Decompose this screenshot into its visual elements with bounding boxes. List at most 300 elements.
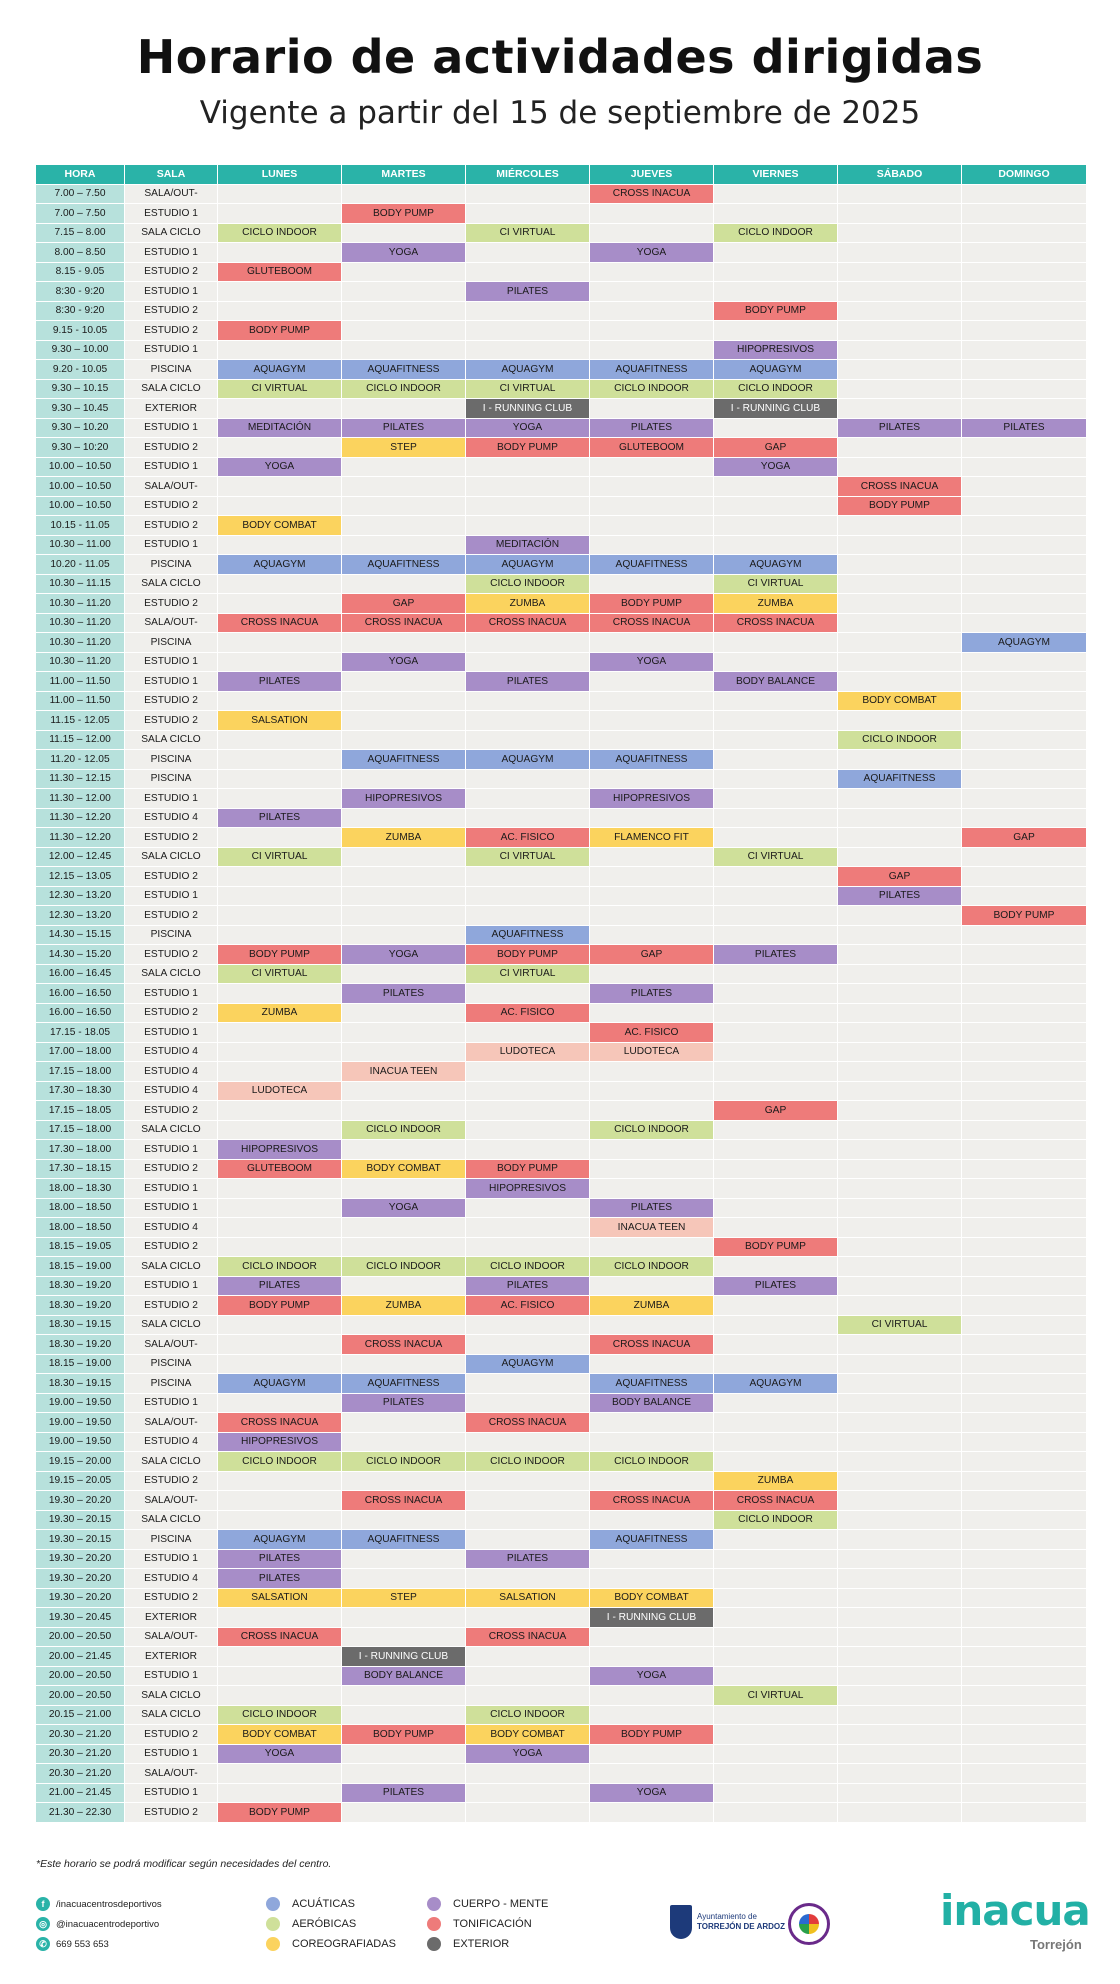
activity-cell: CROSS INACUA: [838, 477, 962, 496]
empty-cell: [838, 1374, 962, 1393]
empty-cell: [838, 1355, 962, 1374]
empty-cell: [838, 594, 962, 613]
empty-cell: [466, 302, 590, 321]
room-cell: SALA CICLO: [125, 1121, 218, 1140]
empty-cell: [342, 477, 466, 496]
room-cell: ESTUDIO 2: [125, 828, 218, 847]
activity-cell: AQUAFITNESS: [590, 750, 714, 769]
empty-cell: [838, 185, 962, 204]
activity-cell: PILATES: [218, 672, 342, 691]
empty-cell: [962, 594, 1086, 613]
activity-cell: BODY PUMP: [962, 906, 1086, 925]
empty-cell: [218, 536, 342, 555]
empty-cell: [466, 984, 590, 1003]
room-cell: ESTUDIO 1: [125, 536, 218, 555]
activity-cell: HIPOPRESIVOS: [590, 789, 714, 808]
activity-cell: BODY PUMP: [714, 1238, 838, 1257]
activity-cell: CICLO INDOOR: [590, 1121, 714, 1140]
activity-cell: AQUAGYM: [218, 1374, 342, 1393]
activity-cell: STEP: [342, 438, 466, 457]
activity-cell: LUDOTECA: [590, 1043, 714, 1062]
activity-cell: AQUAGYM: [466, 555, 590, 574]
table-row: [36, 1023, 1088, 1043]
empty-cell: [466, 789, 590, 808]
empty-cell: [838, 614, 962, 633]
empty-cell: [590, 1004, 714, 1023]
time-cell: 14.30 – 15.15: [36, 926, 125, 945]
room-cell: ESTUDIO 2: [125, 1589, 218, 1608]
activity-cell: GAP: [590, 945, 714, 964]
table-row: [36, 984, 1088, 1004]
empty-cell: [714, 1628, 838, 1647]
empty-cell: [962, 692, 1086, 711]
empty-cell: [466, 1374, 590, 1393]
empty-cell: [962, 1608, 1086, 1627]
empty-cell: [838, 633, 962, 652]
table-row: [36, 672, 1088, 692]
legend-aerobicas: [266, 1917, 356, 1931]
time-cell: 19.30 – 20.20: [36, 1569, 125, 1588]
empty-cell: [342, 341, 466, 360]
empty-cell: [590, 477, 714, 496]
activity-cell: BODY COMBAT: [342, 1160, 466, 1179]
table-row: [36, 1745, 1088, 1765]
time-cell: 20.00 – 20.50: [36, 1628, 125, 1647]
empty-cell: [838, 1725, 962, 1744]
activity-cell: GLUTEBOOM: [218, 263, 342, 282]
empty-cell: [714, 828, 838, 847]
room-cell: ESTUDIO 1: [125, 243, 218, 262]
activity-cell: BODY PUMP: [218, 1296, 342, 1315]
table-row: [36, 1647, 1088, 1667]
instagram-contact[interactable]: [36, 1917, 159, 1931]
empty-cell: [962, 1140, 1086, 1159]
activity-cell: PILATES: [714, 945, 838, 964]
empty-cell: [714, 1530, 838, 1549]
legend-dot-cuerpo-mente: [427, 1897, 441, 1911]
table-row: [36, 1160, 1088, 1180]
empty-cell: [962, 1803, 1086, 1822]
empty-cell: [714, 867, 838, 886]
empty-cell: [714, 185, 838, 204]
empty-cell: [962, 1647, 1086, 1666]
empty-cell: [342, 633, 466, 652]
empty-cell: [962, 224, 1086, 243]
activity-cell: CROSS INACUA: [590, 1335, 714, 1354]
empty-cell: [466, 1784, 590, 1803]
empty-cell: [342, 185, 466, 204]
empty-cell: [342, 263, 466, 282]
activity-cell: CROSS INACUA: [342, 614, 466, 633]
table-row: [36, 243, 1088, 263]
activity-cell: CROSS INACUA: [466, 614, 590, 633]
time-cell: 11.15 – 12.00: [36, 731, 125, 750]
empty-cell: [590, 906, 714, 925]
empty-cell: [590, 536, 714, 555]
room-cell: SALA CICLO: [125, 380, 218, 399]
empty-cell: [962, 477, 1086, 496]
room-cell: SALA/OUT-: [125, 1413, 218, 1432]
empty-cell: [342, 1608, 466, 1627]
time-cell: 10.30 – 11.20: [36, 633, 125, 652]
empty-cell: [838, 1569, 962, 1588]
empty-cell: [838, 555, 962, 574]
empty-cell: [838, 1121, 962, 1140]
empty-cell: [218, 633, 342, 652]
room-cell: ESTUDIO 1: [125, 653, 218, 672]
phone-contact[interactable]: [36, 1937, 109, 1951]
empty-cell: [342, 321, 466, 340]
empty-cell: [218, 926, 342, 945]
empty-cell: [590, 809, 714, 828]
empty-cell: [342, 1413, 466, 1432]
empty-cell: [590, 321, 714, 340]
empty-cell: [590, 1082, 714, 1101]
activity-cell: YOGA: [342, 243, 466, 262]
room-cell: ESTUDIO 2: [125, 594, 218, 613]
room-cell: SALA CICLO: [125, 731, 218, 750]
empty-cell: [962, 516, 1086, 535]
table-row: [36, 1062, 1088, 1082]
room-cell: SALA CICLO: [125, 1686, 218, 1705]
empty-cell: [838, 360, 962, 379]
empty-cell: [838, 458, 962, 477]
room-cell: PISCINA: [125, 360, 218, 379]
empty-cell: [714, 1569, 838, 1588]
table-row: [36, 1784, 1088, 1804]
activity-cell: SALSATION: [218, 1589, 342, 1608]
activity-cell: INACUA TEEN: [342, 1062, 466, 1081]
empty-cell: [714, 692, 838, 711]
empty-cell: [218, 399, 342, 418]
empty-cell: [838, 672, 962, 691]
empty-cell: [590, 399, 714, 418]
room-cell: ESTUDIO 2: [125, 1101, 218, 1120]
empty-cell: [714, 1199, 838, 1218]
table-row: [36, 1121, 1088, 1141]
empty-cell: [342, 1043, 466, 1062]
activity-cell: AQUAFITNESS: [342, 555, 466, 574]
time-cell: 10.30 – 11.20: [36, 614, 125, 633]
activity-cell: CICLO INDOOR: [590, 1257, 714, 1276]
empty-cell: [590, 1569, 714, 1588]
empty-cell: [838, 750, 962, 769]
empty-cell: [342, 575, 466, 594]
empty-cell: [590, 1355, 714, 1374]
activity-cell: BODY COMBAT: [838, 692, 962, 711]
empty-cell: [838, 789, 962, 808]
activity-cell: YOGA: [466, 419, 590, 438]
room-cell: ESTUDIO 2: [125, 1725, 218, 1744]
room-cell: ESTUDIO 2: [125, 1472, 218, 1491]
table-row: [36, 1335, 1088, 1355]
empty-cell: [838, 341, 962, 360]
empty-cell: [838, 828, 962, 847]
empty-cell: [590, 692, 714, 711]
activity-cell: PILATES: [218, 1569, 342, 1588]
table-row: [36, 711, 1088, 731]
activity-cell: CROSS INACUA: [714, 614, 838, 633]
empty-cell: [714, 204, 838, 223]
activity-cell: PILATES: [838, 419, 962, 438]
table-row: [36, 1238, 1088, 1258]
empty-cell: [714, 1218, 838, 1237]
time-cell: 18.30 – 19.20: [36, 1335, 125, 1354]
empty-cell: [962, 380, 1086, 399]
table-row: [36, 1218, 1088, 1238]
time-cell: 17.30 – 18.30: [36, 1082, 125, 1101]
empty-cell: [838, 1472, 962, 1491]
room-cell: PISCINA: [125, 770, 218, 789]
empty-cell: [342, 1803, 466, 1822]
activity-cell: BODY COMBAT: [590, 1589, 714, 1608]
room-cell: ESTUDIO 1: [125, 1394, 218, 1413]
empty-cell: [838, 653, 962, 672]
empty-cell: [838, 302, 962, 321]
empty-cell: [218, 1686, 342, 1705]
time-cell: 12.15 – 13.05: [36, 867, 125, 886]
room-cell: ESTUDIO 1: [125, 1745, 218, 1764]
table-row: [36, 575, 1088, 595]
empty-cell: [962, 302, 1086, 321]
empty-cell: [962, 1277, 1086, 1296]
empty-cell: [714, 1121, 838, 1140]
footer-note: *Este horario se podrá modificar según necesidades del centro.: [36, 1858, 332, 1870]
empty-cell: [962, 1550, 1086, 1569]
room-cell: ESTUDIO 2: [125, 321, 218, 340]
empty-cell: [342, 770, 466, 789]
activity-cell: AC. FISICO: [466, 1296, 590, 1315]
activity-cell: YOGA: [218, 458, 342, 477]
empty-cell: [962, 341, 1086, 360]
empty-cell: [962, 1530, 1086, 1549]
room-cell: SALA CICLO: [125, 1452, 218, 1471]
room-cell: EXTERIOR: [125, 399, 218, 418]
table-row: [36, 1452, 1088, 1472]
activity-cell: CROSS INACUA: [590, 1491, 714, 1510]
empty-cell: [218, 243, 342, 262]
empty-cell: [962, 770, 1086, 789]
activity-cell: BODY PUMP: [466, 438, 590, 457]
table-row: [36, 555, 1088, 575]
activity-cell: AQUAFITNESS: [590, 1530, 714, 1549]
empty-cell: [218, 906, 342, 925]
empty-cell: [218, 750, 342, 769]
empty-cell: [590, 341, 714, 360]
time-cell: 9.30 – 10.45: [36, 399, 125, 418]
room-cell: ESTUDIO 1: [125, 282, 218, 301]
activity-cell: CROSS INACUA: [218, 614, 342, 633]
empty-cell: [962, 1628, 1086, 1647]
empty-cell: [466, 1433, 590, 1452]
activity-cell: FLAMENCO FIT: [590, 828, 714, 847]
empty-cell: [962, 1784, 1086, 1803]
table-row: [36, 1277, 1088, 1297]
column-header: SÁBADO: [838, 165, 962, 184]
empty-cell: [714, 1140, 838, 1159]
empty-cell: [962, 1296, 1086, 1315]
activity-cell: BODY PUMP: [590, 594, 714, 613]
empty-cell: [962, 1121, 1086, 1140]
activity-cell: CI VIRTUAL: [838, 1316, 962, 1335]
empty-cell: [218, 984, 342, 1003]
empty-cell: [590, 1433, 714, 1452]
empty-cell: [466, 887, 590, 906]
empty-cell: [342, 1745, 466, 1764]
empty-cell: [590, 302, 714, 321]
empty-cell: [590, 848, 714, 867]
empty-cell: [962, 867, 1086, 886]
activity-cell: MEDITACIÓN: [466, 536, 590, 555]
empty-cell: [962, 1023, 1086, 1042]
activity-cell: CICLO INDOOR: [218, 224, 342, 243]
empty-cell: [962, 1238, 1086, 1257]
empty-cell: [218, 1608, 342, 1627]
table-row: [36, 497, 1088, 517]
empty-cell: [714, 1296, 838, 1315]
empty-cell: [714, 1082, 838, 1101]
activity-cell: BODY PUMP: [342, 204, 466, 223]
table-row: [36, 594, 1088, 614]
empty-cell: [962, 1667, 1086, 1686]
empty-cell: [962, 926, 1086, 945]
legend-dot-coreografiadas: [266, 1937, 280, 1951]
empty-cell: [342, 1140, 466, 1159]
table-row: [36, 1491, 1088, 1511]
empty-cell: [590, 224, 714, 243]
time-cell: 20.00 – 21.45: [36, 1647, 125, 1666]
empty-cell: [962, 1745, 1086, 1764]
empty-cell: [838, 575, 962, 594]
legend-label-tonificacion: TONIFICACIÓN: [453, 1918, 532, 1930]
empty-cell: [714, 1784, 838, 1803]
empty-cell: [342, 282, 466, 301]
empty-cell: [962, 399, 1086, 418]
activity-cell: AQUAFITNESS: [342, 1530, 466, 1549]
column-header: LUNES: [218, 165, 342, 184]
activity-cell: GAP: [342, 594, 466, 613]
empty-cell: [342, 497, 466, 516]
empty-cell: [714, 1004, 838, 1023]
time-cell: 17.30 – 18.15: [36, 1160, 125, 1179]
time-cell: 11.30 – 12.00: [36, 789, 125, 808]
activity-cell: ZUMBA: [714, 594, 838, 613]
activity-cell: BODY COMBAT: [466, 1725, 590, 1744]
table-row: [36, 1004, 1088, 1024]
empty-cell: [838, 243, 962, 262]
activity-cell: CI VIRTUAL: [466, 848, 590, 867]
empty-cell: [962, 438, 1086, 457]
empty-cell: [962, 711, 1086, 730]
empty-cell: [714, 906, 838, 925]
phone-icon: ✆: [36, 1937, 50, 1951]
activity-cell: ZUMBA: [218, 1004, 342, 1023]
empty-cell: [838, 1784, 962, 1803]
table-row: [36, 1667, 1088, 1687]
room-cell: ESTUDIO 4: [125, 1043, 218, 1062]
activity-cell: AQUAFITNESS: [838, 770, 962, 789]
time-cell: 9.20 - 10.05: [36, 360, 125, 379]
empty-cell: [962, 1004, 1086, 1023]
empty-cell: [838, 399, 962, 418]
empty-cell: [218, 1472, 342, 1491]
empty-cell: [218, 1764, 342, 1783]
room-cell: PISCINA: [125, 555, 218, 574]
activity-cell: AQUAFITNESS: [590, 360, 714, 379]
time-cell: 17.30 – 18.00: [36, 1140, 125, 1159]
activity-cell: PILATES: [590, 984, 714, 1003]
empty-cell: [714, 263, 838, 282]
empty-cell: [342, 926, 466, 945]
empty-cell: [466, 692, 590, 711]
empty-cell: [714, 965, 838, 984]
facebook-contact[interactable]: [36, 1897, 162, 1911]
table-row: [36, 1199, 1088, 1219]
empty-cell: [962, 1335, 1086, 1354]
column-header: VIERNES: [714, 165, 838, 184]
empty-cell: [962, 1316, 1086, 1335]
activity-cell: PILATES: [218, 1550, 342, 1569]
activity-cell: CROSS INACUA: [218, 1413, 342, 1432]
empty-cell: [962, 1764, 1086, 1783]
empty-cell: [342, 692, 466, 711]
phone-number: 669 553 653: [56, 1938, 109, 1950]
empty-cell: [962, 1374, 1086, 1393]
table-row: [36, 848, 1088, 868]
empty-cell: [342, 1004, 466, 1023]
empty-cell: [466, 653, 590, 672]
activity-cell: AQUAGYM: [962, 633, 1086, 652]
empty-cell: [838, 1433, 962, 1452]
room-cell: EXTERIOR: [125, 1647, 218, 1666]
table-row: [36, 653, 1088, 673]
room-cell: SALA/OUT-: [125, 1491, 218, 1510]
table-row: [36, 965, 1088, 985]
empty-cell: [962, 1686, 1086, 1705]
room-cell: ESTUDIO 2: [125, 867, 218, 886]
time-cell: 10.30 – 11.00: [36, 536, 125, 555]
time-cell: 18.30 – 19.15: [36, 1374, 125, 1393]
empty-cell: [218, 1647, 342, 1666]
activity-cell: AQUAGYM: [714, 555, 838, 574]
empty-cell: [838, 516, 962, 535]
activity-cell: CROSS INACUA: [466, 1413, 590, 1432]
empty-cell: [590, 965, 714, 984]
table-row: [36, 419, 1088, 439]
empty-cell: [218, 1043, 342, 1062]
empty-cell: [838, 1218, 962, 1237]
empty-cell: [218, 828, 342, 847]
time-cell: 19.00 – 19.50: [36, 1413, 125, 1432]
activity-cell: BODY BALANCE: [342, 1667, 466, 1686]
empty-cell: [342, 887, 466, 906]
empty-cell: [218, 575, 342, 594]
activity-cell: BODY PUMP: [466, 945, 590, 964]
activity-cell: PILATES: [466, 282, 590, 301]
room-cell: ESTUDIO 1: [125, 419, 218, 438]
empty-cell: [218, 302, 342, 321]
legend-exterior: [427, 1937, 509, 1951]
empty-cell: [218, 438, 342, 457]
activity-cell: CROSS INACUA: [218, 1628, 342, 1647]
activity-cell: PILATES: [342, 984, 466, 1003]
activity-cell: YOGA: [590, 1667, 714, 1686]
time-cell: 19.30 – 20.20: [36, 1491, 125, 1510]
room-cell: ESTUDIO 4: [125, 1218, 218, 1237]
empty-cell: [962, 458, 1086, 477]
table-row: [36, 1043, 1088, 1063]
room-cell: PISCINA: [125, 1374, 218, 1393]
